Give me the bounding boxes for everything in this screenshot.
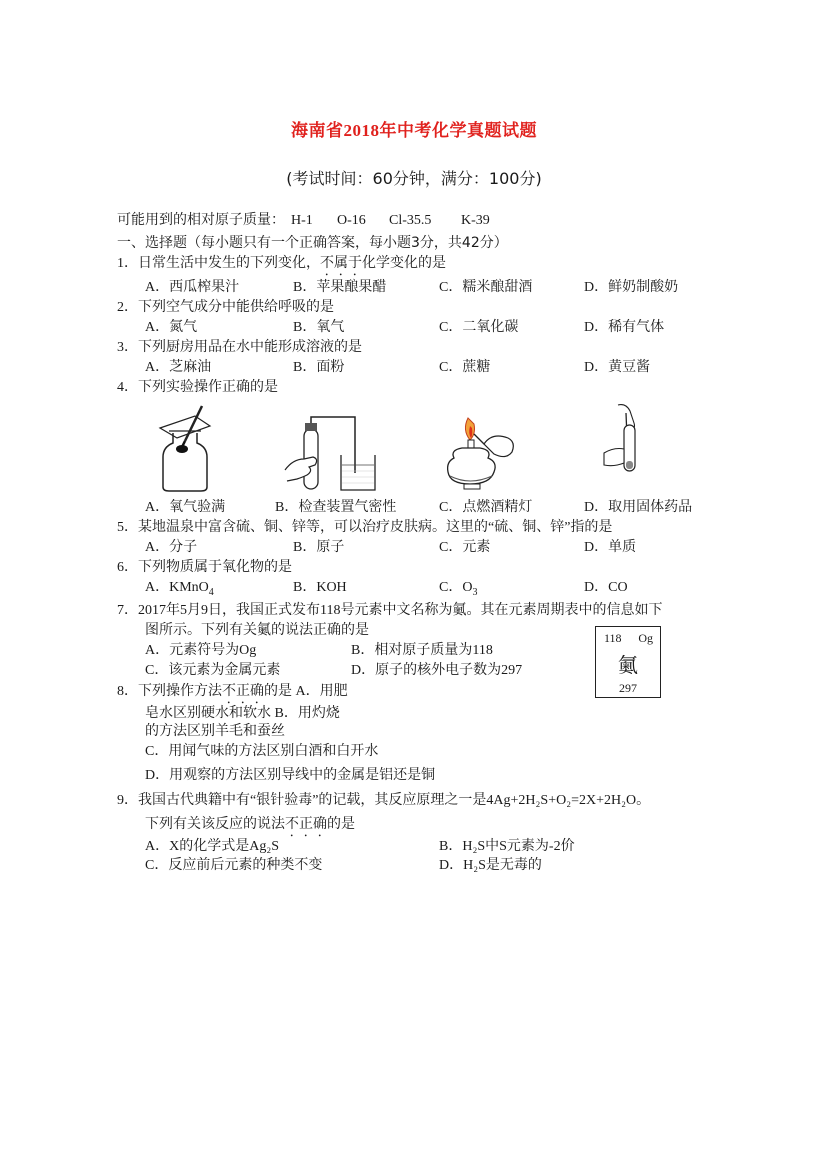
relative-atomic-mass: 297 (619, 681, 637, 695)
atomic-mass-cl: Cl-35.5 (389, 213, 432, 228)
q1-emphasis: 不属于 (320, 256, 362, 271)
atomic-mass-h: H-1 (291, 213, 313, 228)
q1-option-d: D．鲜奶制酸奶 (584, 280, 679, 295)
q7-option-a: A．元素符号为Og (145, 643, 257, 658)
element-chinese-name: 鿫 (618, 655, 638, 677)
q1-option-a: A．西瓜榨果汁 (145, 280, 240, 295)
q2-stem: 2．下列空气成分中能供给呼吸的是 (117, 300, 334, 315)
q3-option-c: C．蔗糖 (439, 360, 491, 375)
q5-option-d: D．单质 (584, 540, 637, 555)
q9-stem-line1: 9．我国古代典籍中有“银针验毒”的记载，其反应原理之一是4Ag+2H₂S+O₂=2X+2H₂O。 (117, 793, 651, 808)
q5-option-a: A．分子 (145, 540, 198, 555)
q3-option-a: A．芝麻油 (145, 360, 212, 375)
oxygen-test-figure (155, 403, 215, 493)
q9-option-b: B．H₂S中S元素为-2价 (439, 839, 575, 854)
q2-option-b: B．氧气 (293, 320, 345, 335)
exam-info: (考试时间：60分钟，满分：100分) (286, 169, 542, 188)
section-heading: 一、选择题（每小题只有一个正确答案，每小题3分，共42分） (117, 235, 508, 251)
q5-option-c: C．元素 (439, 540, 491, 555)
q1-option-b: B．苹果酿果醋 (293, 280, 387, 295)
q8-stem: 8．下列操作方法不正确的是 A．用肥 (117, 684, 348, 699)
q8-option-c: C．用闻气味的方法区别白酒和白开水 (145, 744, 379, 759)
q1-stem: 1．日常生活中发生的下列变化，不属于化学变化的是 (117, 256, 446, 271)
q4-option-d: D．取用固体药品 (584, 500, 693, 515)
q6-option-b: B．KOH (293, 580, 347, 595)
q1-option-c: C．糯米酿甜酒 (439, 280, 533, 295)
q9-stem-line2: 下列有关该反应的说法不正确的是 (145, 817, 355, 832)
q7-stem-line1: 7．2017年5月9日，我国正式发布118号元素中文名称为鿫。其在元素周期表中的信息如下 (117, 603, 663, 618)
q4-stem: 4．下列实验操作正确的是 (117, 380, 278, 395)
q6-option-d: D．CO (584, 580, 628, 595)
q5-option-b: B．原子 (293, 540, 345, 555)
element-symbol: Og (638, 631, 653, 645)
q9-option-a: A．X的化学式是Ag₂S (145, 839, 279, 854)
q8-line3: 的方法区别羊毛和蚕丝 (145, 724, 285, 739)
q3-option-d: D．黄豆酱 (584, 360, 651, 375)
q7-stem-line2: 图所示。下列有关鿫的说法正确的是 (145, 623, 369, 638)
q6-option-a: A．KMnO$_4$ (145, 580, 214, 598)
q9-option-d: D．H₂S是无毒的 (439, 858, 542, 873)
q3-stem: 3．下列厨房用品在水中能形成溶液的是 (117, 340, 362, 355)
q7-option-d: D．原子的核外电子数为297 (351, 663, 523, 678)
q2-option-a: A．氮气 (145, 320, 198, 335)
q7-option-b: B．相对原子质量为118 (351, 643, 493, 658)
q4-option-c: C．点燃酒精灯 (439, 500, 533, 515)
q6-stem: 6．下列物质属于氧化物的是 (117, 560, 292, 575)
q3-option-b: B．面粉 (293, 360, 345, 375)
q7-option-c: C．该元素为金属元素 (145, 663, 281, 678)
atomic-mass-o: O-16 (337, 213, 366, 228)
q9-emphasis: 不正确 (285, 817, 327, 832)
q8-option-d: D．用观察的方法区别导线中的金属是铝还是铜 (145, 768, 436, 783)
periodic-table-cell (595, 626, 661, 698)
q8-line2: 皂水区别硬水和软水 B．用灼烧 (145, 706, 340, 721)
atomic-number: 118 (604, 631, 622, 645)
q4-option-b: B．检查装置气密性 (275, 500, 397, 515)
airtight-check-figure (283, 415, 383, 493)
page-title: 海南省2018年中考化学真题试题 (291, 121, 537, 140)
q6-option-c: C．$O_3$ (439, 580, 478, 598)
atomic-mass-label: 可能用到的相对原子质量： (117, 213, 285, 228)
q9-option-c: C．反应前后元素的种类不变 (145, 858, 323, 873)
solid-reagent-figure (600, 403, 645, 475)
q8-emphasis: 不正确 (222, 684, 264, 699)
q2-option-c: C．二氧化碳 (439, 320, 519, 335)
atomic-mass-k: K-39 (461, 213, 490, 228)
q4-option-a: A．氧气验满 (145, 500, 226, 515)
q2-option-d: D．稀有气体 (584, 320, 665, 335)
alcohol-lamp-figure (440, 410, 522, 492)
q5-stem: 5．某地温泉中富含硫、铜、锌等，可以治疗皮肤病。这里的“硫、铜、锌”指的是 (117, 520, 613, 535)
